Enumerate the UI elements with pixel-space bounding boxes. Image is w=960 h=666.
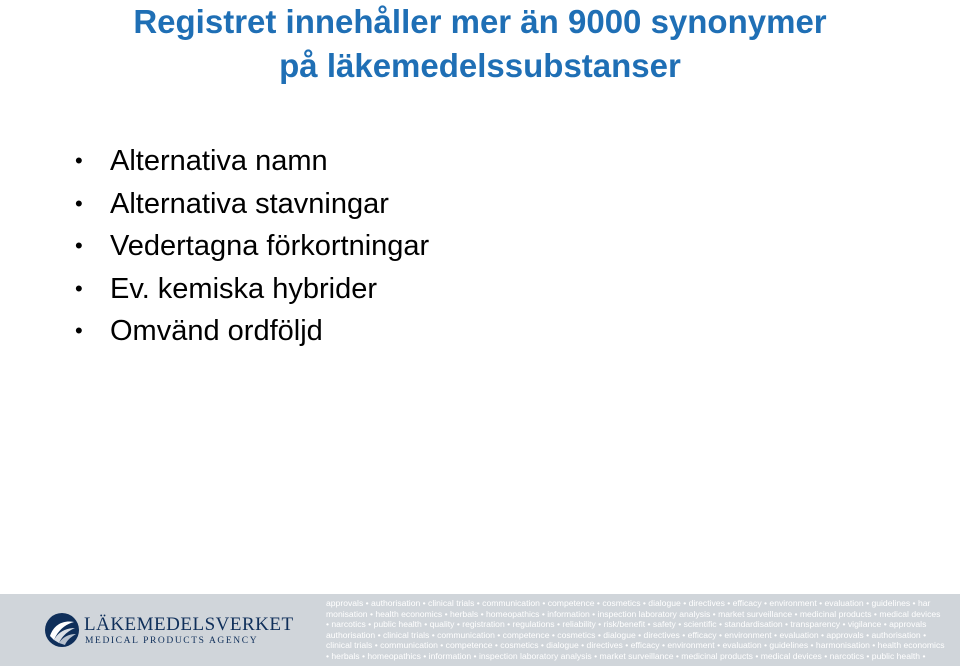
keyword-line: approvals • authorisation • clinical trials • communication • competence • cosmetics • dialogue • directives • efficacy • environment • evaluation • guidelines • har — [326, 598, 931, 608]
keyword-line: monisation • health economics • herbals • homeopathics • information • inspection laboratory analysis • market surveillance • medicinal products • medical devices — [326, 608, 941, 619]
logo-subtitle: MEDICAL PRODUCTS AGENCY — [85, 636, 259, 646]
bullet-item — [70, 310, 429, 353]
keyword-line: • herbals • homeopathics • information • inspection laboratory analysis • market surveillance • medicinal products • medical devices • narcotics • public health • — [326, 650, 926, 661]
bullet-text: Ev. kemiska hybrider — [110, 272, 377, 305]
bullet-item — [70, 140, 429, 183]
bullet-icon: • — [75, 190, 83, 216]
keyword-line: • narcotics • public health • quality • registration • regulations • reliability • risk/benefit • safety • scientific • standardisation • transparency • vigilance • approvals — [326, 619, 927, 629]
keyword-line: authorisation • clinical trials • communication • competence • cosmetics • dialogue • directives • efficacy • environment • evaluation • approvals • authorisation • — [326, 629, 927, 640]
logo-name: LÄKEMEDELSVERKET — [84, 614, 294, 635]
bullet-icon: • — [75, 233, 83, 258]
bullet-text: Omvänd ordföljd — [110, 315, 323, 347]
bullet-icon: • — [75, 318, 83, 343]
slide-title — [0, 0, 960, 88]
bullet-item — [70, 268, 429, 311]
slide-title-line-2: på läkemedelssubstanser — [279, 47, 681, 84]
footer-banner — [0, 594, 960, 666]
bullet-text: Alternativa stavningar — [110, 187, 389, 220]
keyword-line: clinical trials • communication • competence • cosmetics • dialogue • directives • efficacy • environment • evaluation • guidelines • harmonisation • health economics — [326, 640, 945, 650]
bullet-icon: • — [75, 148, 83, 173]
bullet-item — [70, 183, 429, 226]
bullet-list — [70, 140, 429, 353]
bullet-item — [70, 225, 429, 268]
agency-logo-icon — [44, 612, 80, 648]
keyword-band — [326, 598, 960, 661]
bullet-text: Alternativa namn — [110, 145, 328, 177]
slide-title-line-1: Registret innehåller mer än 9000 synonymer — [133, 3, 827, 40]
bullet-icon: • — [75, 275, 83, 301]
bullet-text: Vedertagna förkortningar — [110, 230, 430, 262]
